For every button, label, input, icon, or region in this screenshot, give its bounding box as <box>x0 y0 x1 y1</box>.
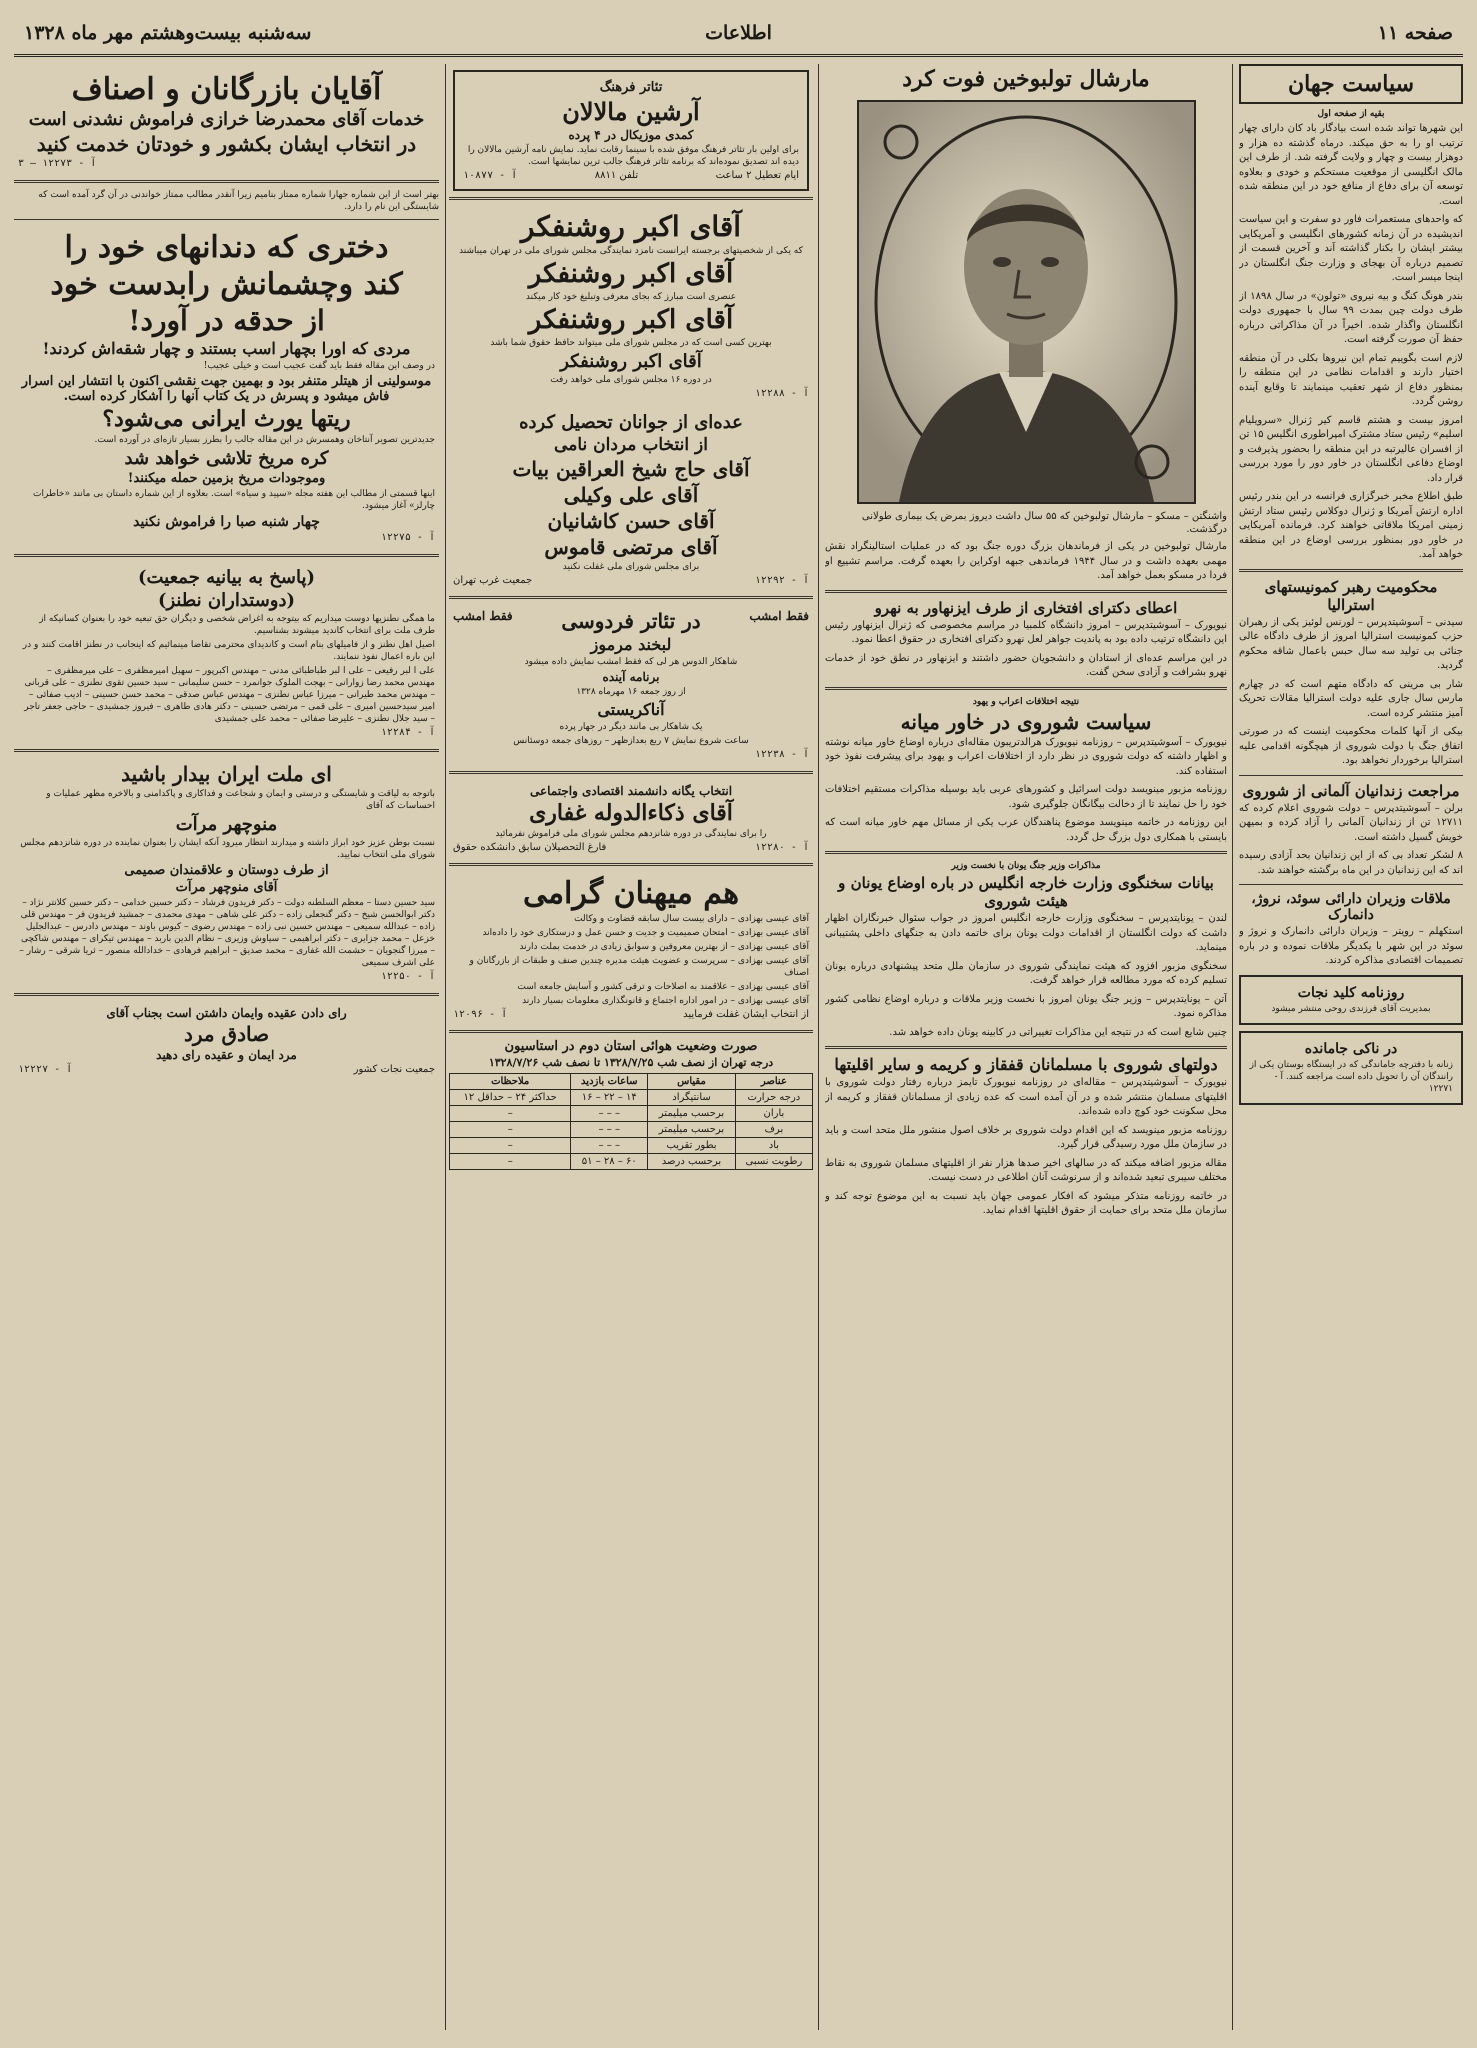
ad-text: شاهکار الدوس هر لی که فقط امشب نمایش داده میشود <box>524 657 738 667</box>
ad-code: آ - ۱۲۲۸۰ <box>754 842 809 853</box>
divider <box>825 687 1227 690</box>
table-header: ساعات بازدید <box>571 1074 648 1090</box>
ad-intro: عده‌ای از جوانان تحصیل کرده <box>519 412 743 433</box>
column-world-politics <box>1239 64 1463 2030</box>
kicker: نتیجه اختلافات اعراب و یهود <box>972 696 1080 707</box>
divider <box>449 197 813 200</box>
ad-program: برنامه آینده <box>602 670 660 684</box>
headline-nehru: اعطای دکترای افتخاری از طرف ایزنهاور به نهرو <box>874 598 1178 617</box>
table-cell: – – – <box>571 1106 648 1122</box>
article-paragraph: مقاله مزبور اضافه میکند که در سالهای اخیر صدها هزار نفر از اقلیتهای مسلمان شوروی به نقاط مختلف سیبری تبعید شده‌اند و از سرنوشت آنان اطلاعی در دست نیست. <box>825 1157 1227 1183</box>
headline-greece: بیانات سخنگوی وزارت خارجه انگلیس در باره اوضاع یونان و هیئت شوروی <box>838 874 1214 910</box>
ad-header-row <box>453 609 809 633</box>
ad-intro: انتخاب یگانه دانشمند اقتصادی واجتماعی <box>529 784 733 798</box>
ad-from: از طرف دوستان و علاقمندان صمیمی <box>124 863 329 878</box>
ad-fromname: آقای منوچهر مرآت <box>175 880 278 895</box>
ad-title: از حدقه در آورد! <box>128 304 325 337</box>
article-paragraph: در خاتمه روزنامه متذکر میشود که افکار عمومی جهان باید نسبت به این موضوع توجه کند و سازمان ملل متحد برای حمایت از حقوق اقلیتها اقدام نماید. <box>825 1190 1227 1216</box>
ad-text: مرد ایمان و عقیده رای دهید <box>156 1048 297 1062</box>
column-rule <box>818 64 819 2030</box>
column-ads-left <box>14 64 439 2030</box>
ad-code: آ - ۱۲۰۹۶ <box>453 1009 508 1020</box>
table-row <box>450 1138 813 1154</box>
ad-magazine <box>14 226 439 548</box>
article-paragraph: امروز بیست و هشتم قاسم کیر ژنرال «سرویلیام اسلیم» رئیس ستاد مشترک امپراطوری انگلیس ۱۵ تن از افسران عالیرتبه در این منطقه را بحضور پذیرفت و اوضاع دفاعی انگلستان در خاور دور را مورد بررسی قرار داد. <box>1239 414 1463 484</box>
ad-sign: جمعیت نجات کشور <box>353 1064 435 1075</box>
table-cell: سانتیگراد <box>648 1090 736 1106</box>
ad-phone: تلفن ۸۸۱۱ <box>594 170 639 181</box>
column-rule <box>445 64 446 2030</box>
divider <box>14 219 439 220</box>
divider <box>825 590 1227 593</box>
signatories: علی ا لبر رفیعی – علی ا لبر طباطبائی مدنی – مهندس اکبرپور – سهیل امیرمظفری – علی میرمظفری – مهندس محمد رضا زوارانی – بهجت الملوک جوانمرد – حسن سلیمانی – سید حسین تقوی نطنزی – علی قربانی – مهندس محمد طیرانی – میرزا عباس نطنزی – مهندس عباس صدقی – محمد حسن حسینی – ادیب صفائی – امیر سیدحسین امیری – علی قمی – مرتضی حسینی – دکتر هادی طاهری – فیروز جمشیدی – حاجی جعفر تاجر – سید جلال نطنزی – علیرضا صفائی – محمد علی جمشیدی <box>24 666 435 724</box>
table-cell: – <box>450 1154 571 1170</box>
ad-code: آ - ۱۲۲۸۴ <box>380 727 435 738</box>
ad-footer <box>453 842 809 853</box>
kicker: مذاکرات وزیر جنگ یونان با نخست وزیر <box>951 861 1101 871</box>
headline-australia: محکومیت رهبر کمونیستهای استرالیا <box>1264 577 1438 614</box>
ad-behzadi <box>449 872 813 1024</box>
ad-code: آ - ۱۰۸۷۷ <box>463 170 518 181</box>
ad-text: برای اولین بار تئاتر فرهنگ موفق شده با سینما رقابت نماید. نمایش نامه آرشین مالالان را دیده اند تصدیق نموده‌اند که برنامه تئاتر فرهنگ جالب ترین نمایشها است. <box>467 145 799 167</box>
table-cell: – <box>450 1138 571 1154</box>
ad-tag: فقط امشب <box>749 609 809 623</box>
article-paragraph: ۸ لشکر تعداد بی که از این زندانیان بحد آزادی رسیده اند که این زندانیان در این ماه برگشته خواهند شد. <box>1239 850 1463 876</box>
headline-minorities: دولتهای شوروی با مسلمانان قفقاز و کریمه و سایر اقلیتها <box>834 1055 1218 1074</box>
ad-ghaffari <box>449 780 813 857</box>
ad-time: ایام تعطیل ۲ ساعت <box>715 170 799 181</box>
ad-sign: جمعیت غرب تهران <box>453 575 533 586</box>
ad-genre: کمدی موزیکال در ۴ پرده <box>568 128 694 142</box>
candidate-name: صادق مرد <box>183 1022 270 1046</box>
ad-footer <box>453 1009 809 1020</box>
ad-line: آقای عیسی بهزادی – از بهترین معروفین و سوابق زیادی در خدمت بملت دارند <box>519 942 809 952</box>
ad-text: ما همگی نطنزیها دوست میداریم که بیتوجه به اغراض شخصی و دیگران حق تبعیه خود را بعنوان کسانیکه از طرف ملت برای انتخاب کاندید میشوند بشناسیم. <box>39 614 435 636</box>
notice-box <box>1239 1031 1463 1105</box>
divider <box>14 993 439 996</box>
divider <box>825 851 1227 854</box>
article-paragraph: این روزنامه در خاتمه مینویسد موضوع پناهندگان عرب یکی از مسائل مهم خاور میانه است که بایستی با همکاری دول بزرگ حل گردد. <box>825 817 1227 843</box>
ad-line: آقای عیسی بهزادی – علاقمند به اصلاحات و ترقی کشور و آسایش جامعه است <box>517 982 809 992</box>
ad-title: هم میهنان گرامی <box>522 876 740 911</box>
table-cell: بطور تقریب <box>648 1138 736 1154</box>
weather-title: صورت وضعیت هوائی استان دوم در استاسیون <box>504 1039 758 1054</box>
ad-text: اینها قسمتی از مطالب این هفته مجله «سپید و سیاه» است. بعلاوه از این شماره داستان بی مانند «خاطرات چارلز» آغاز میشود. <box>33 489 435 511</box>
signatories: سید حسین دستا – معظم السلطنه دولت – دکتر فریدون فرشاد – دکتر حسین خدامی – دکتر حسین کلانتر نژاد – دکتر ابوالحسن شیخ – دکتر گنجعلی زاده – دکتر علی شاهی – مهدی محمدی – جمشید فریدون فر – مهندس قلی زاده – عبدالله سمیعی – مهندس حسین نبی زاده – مهندس رضوی – کیوس باوند – مهندس دادرس – عبدالجلیل خزعل – محمد جزایری – دکتر ابراهیمی – سیاوش وزیری – نظام الدین باربد – مهندس تیکرای – مهندس شاکچی – میرزا گنجویان – حشمت الله غفاری – محمد صدیق – ابراهیم فرهادی – خدادالله منصور – ثریا شرقی – رشار – علی اشرف سمیعی <box>19 898 435 968</box>
ad-line: آقای عیسی بهزادی – سرپرست و عضویت هیئت مدیره چندین صنف و طبقات از بازرگانان و اصناف <box>469 956 809 978</box>
newspaper-name: اطلاعات <box>705 22 772 44</box>
ad-text: جدیدترین تصویر آنتاخان وهمسرش در این مقاله جالب را بطرز بسیار تازه‌ای در آورده است. <box>94 435 435 445</box>
weather-table <box>449 1073 813 1170</box>
weather-subtitle: درجه تهران از نصف شب ۱۳۲۸/۷/۲۵ تا نصف شب ۱۳۲۸/۷/۲۶ <box>488 1056 774 1069</box>
table-row <box>450 1106 813 1122</box>
ad-tag: فقط امشب <box>453 609 513 623</box>
ad-theater-ferdowsi <box>449 605 813 765</box>
table-cell: – – – <box>571 1138 648 1154</box>
table-header: ملاحظات <box>450 1074 571 1090</box>
ad-title: آقای اکبر روشنفکر <box>528 259 734 289</box>
ad-date: از روز جمعه ۱۶ مهرماه ۱۳۲۸ <box>576 687 686 697</box>
candidate-name: منوچهر مرآت <box>175 814 278 835</box>
table-cell: درجه حرارت <box>735 1090 812 1106</box>
divider <box>449 771 813 774</box>
ad-text: بهترین کسی است که در مجلس شورای ملی میتواند حافظ حقوق شما باشد <box>490 338 772 348</box>
table-cell: برحسب میلیمتر <box>648 1122 736 1138</box>
ad-code: آ - ۱۲۲۸۸ <box>754 388 809 399</box>
table-header-row <box>450 1074 813 1090</box>
ad-line: آقای عیسی بهزادی – دارای بیست سال سابقه قضاوت و وکالت <box>574 914 809 924</box>
table-header: مقیاس <box>648 1074 736 1090</box>
ad-title: آقای اکبر روشنفکر <box>528 305 734 335</box>
table-cell: برحسب میلیمتر <box>648 1106 736 1122</box>
candidate-name: آقای حسن کاشانیان <box>547 509 715 533</box>
headline-tolbukhin: مارشال تولبوخین فوت کرد <box>902 66 1150 92</box>
article-paragraph: این شهرها تواند شده است بیادگار باد کان دارای چهار ترتیب او را به حق میکند. درماه گذشته ده هزار و دوهزار بیست و چهار و ولایت گرفته شد. از طرف این مالک انگلیسی از موقعیت مستحکم و خودی و بعلاوه توسعه آن برای دفاع از منافع خود در این منطقه شده است. <box>1239 123 1463 207</box>
article-paragraph: سیدنی – آسوشیتدپرس – لورنس لوئیز یکی از رهبران حزب کمونیست استرالیا امروز از طرف دادگاه عالی جنائی بی تولید سه سال حبس باعمال شاقه محکوم گردید. <box>1239 616 1463 671</box>
divider <box>449 1030 813 1033</box>
divider <box>1239 775 1463 776</box>
play-title: لبخند مرموز <box>590 635 672 654</box>
article-paragraph: مارشال تولبوخین در یکی از فرماندهان بزرگ دوره جنگ بود که در عملیات استالینگراد نقش مهمی بعهده داشت و در سال ۱۹۴۴ فرماندهی جبهه اوکراین را بعهده گرفت. مراسم تشییع او فردا در مسکو بعمل خواهد آمد. <box>825 541 1227 581</box>
ad-subtitle: (دوستداران نطنز) <box>157 590 296 611</box>
table-header: عناصر <box>735 1074 812 1090</box>
ad-text: از انتخاب ایشان غفلت فرمایید <box>683 1009 809 1020</box>
divider <box>449 863 813 866</box>
ad-text: یک شاهکار بی مانند دیگر در جهار پرده <box>559 722 703 732</box>
headline-german-prisoners: مراجعت زندانیان آلمانی از شوروی <box>1242 781 1460 800</box>
notice-title: روزنامه کلید نجات <box>1297 984 1405 1001</box>
ad-subheadline: مردی که اورا بچهار اسب بستند و چهار شقه‌اش کردند! <box>42 339 411 358</box>
notice-text: بمدیریت آقای فرزندی روحی منتشر میشود <box>1271 1003 1431 1014</box>
article-paragraph: شار بی مرینی که دادگاه متهم است که در چهارم مارس سال جاری علیه دولت استرالیا مقالات تحریک آمیز منتشر کرده است. <box>1239 678 1463 719</box>
issue-date: سه‌شنبه بیست‌وهشتم مهر ماه ۱۳۲۸ <box>24 22 312 44</box>
headline-middle-east: سیاست شوروی در خاور میانه <box>900 709 1152 734</box>
ad-code: آ - ۱۲۲۲۷ <box>18 1064 73 1075</box>
portrait-image <box>859 102 1194 502</box>
continued-note: بقیه از صفحه اول <box>1317 109 1385 119</box>
article-paragraph: روزنامه مزبور مینویسد دولت اسرائیل و کشورهای عربی باید بوسیله مذاکرات مستقیم اختلافات خود را حل نمایند تا از دخالت بیگانگان جلوگیری شود. <box>825 784 1227 810</box>
divider <box>1239 884 1463 885</box>
ad-code: آ - ۱۲۲۵۰ <box>380 971 435 982</box>
table-cell: برحسب درصد <box>648 1154 736 1170</box>
article-paragraph: چنین شایع است که در نتیجه این مذاکرات تغییراتی در کابینه یونان داده خواهد شد. <box>889 1026 1227 1038</box>
table-cell: ۶۰ – ۲۸ – ۵۱ <box>571 1154 648 1170</box>
ad-text: که یکی از شخصیتهای برجسته ایرانست نامزد نمایندگی مجلس شورای ملی در تهران میباشند <box>459 246 803 256</box>
ad-text: در دوره ۱۶ مجلس شورای ملی خواهد رفت <box>550 375 712 385</box>
ad-title: آرشین مالالان <box>562 97 700 126</box>
table-cell: ۱۴ – ۲۲ – ۱۶ <box>571 1090 648 1106</box>
candidate-name: آقای ذکاءالدوله غفاری <box>529 800 733 826</box>
ad-code: آ - ۱۲۲۳۸ <box>754 749 809 760</box>
ad-footer <box>18 1064 435 1075</box>
ad-subheadline: کره مریخ تلاشی خواهد شد <box>124 448 329 469</box>
play-title: آناکریستی <box>597 700 665 719</box>
article-paragraph: در این مراسم عده‌ای از استادان و دانشجویان حضور داشتند و ایزنهاور در نطق خود از خدمات نهرو بشرافت و آزادی سخن گفت. <box>825 652 1227 678</box>
divider <box>14 554 439 557</box>
ad-merchants <box>14 68 439 174</box>
ad-title: ای ملت ایران بیدار باشید <box>121 762 332 786</box>
article-paragraph: لازم است بگوییم تمام این نیروها بکلی در آن منطقه اختیار دارند و اقدامات نظامی در این منطقه را بمنظور دفاع از شهر تعقیب مینمایند تا وقایع آینده روشن گردد. <box>1239 352 1463 407</box>
ad-text: را برای نمایندگی در دوره شانزدهم مجلس شورای ملی فراموش نفرمائید <box>495 829 767 839</box>
ad-title: (پاسخ به بیانیه جمعیت) <box>137 567 316 588</box>
ad-footer <box>453 575 809 586</box>
photo-caption: واشنگتن – مسکو – مارشال تولبوخین که ۵۵ سال داشت دیروز بمرض یک بیماری طولانی درگذشت. <box>861 511 1227 535</box>
ad-text: عنصری است مبارز که بجای معرفی وتبلیغ خود کار میکند <box>525 292 737 302</box>
headline-nordic-ministers: ملاقات وزیران دارائی سوئد، نروژ، دانمارک <box>1251 891 1451 923</box>
table-cell: – <box>450 1122 571 1138</box>
table-cell: – – – <box>571 1122 648 1138</box>
article-paragraph: طبق اطلاع مخبر خبرگزاری فرانسه در این بندر رئیس اداره ارتش آمریکا و ژنرال دوکلاس رئیس ستاد ارتش زمینی امریکا ملاقاتی خواهند کرد. فرمانده آمریکایی در خاور دور بمنظور بررسی اوضاع در این منطقه خواهد آمد. <box>1239 491 1463 560</box>
article-paragraph: نیویورک – آسوشیتدپرس – امروز دانشگاه کلمبیا در مراسم مخصوصی که ژنرال ایزنهاور رئیس این دانشگاه ترتیب داده بود به پاندیت جواهر لعل نهرو دکترای افتخاری در حقوق اعطا نمود. <box>825 619 1227 645</box>
ad-merat <box>14 758 439 987</box>
article-paragraph: سخنگوی مزبور افزود که هیئت نمایندگی شوروی در سازمان ملل متحد پیشنهادی درباره یونان تسلیم کرده که مورد مطالعه قرار خواهد گرفت. <box>825 960 1227 986</box>
article-paragraph: برلن – آسوشیتدپرس – دولت شوروی اعلام کرده که ۱۲۷۱۱ تن از زندانیان آلمانی را آزاد کرده و بمیهن خویش گسیل داشته است. <box>1239 802 1463 843</box>
ad-intro: رای دادن عقیده وایمان داشتن است بجناب آقای <box>106 1006 347 1020</box>
ad-code: آ - ۱۲۲۹۲ <box>754 575 809 586</box>
notice-text: بهتر است از این شماره جهارا شماره ممتاز بنامیم زیرا آنقدر مطالب ممتاز خواندنی در آن گرد آمده است که شایستگی این نام را دارد. <box>38 190 439 212</box>
ad-title: در تئاتر فردوسی <box>561 609 701 633</box>
ad-line: آقای عیسی بهزادی – امتحان صمیمیت و جدیت و حسن عمل و درستکاری خود را داده‌اند <box>482 928 809 938</box>
ad-code: آ - ۱۲۲۷۵ <box>380 532 435 543</box>
article-paragraph: بیکی از آنها کلمات محکومیت اینست که در صورتی اتفاق جنگ با دولت شوروی از هیچگونه اقدامی علیه استرالیا برخوردار نخواهد بود. <box>1239 726 1463 766</box>
table-cell: باد <box>735 1138 812 1154</box>
divider <box>825 1046 1227 1049</box>
ad-text: وموجودات مریخ بزمین حمله میکنند! <box>127 471 326 486</box>
divider <box>14 749 439 752</box>
table-cell: برف <box>735 1122 812 1138</box>
weather-report <box>449 1039 813 1170</box>
divider <box>1239 569 1463 572</box>
ad-sign: فارغ التحصیلان سابق دانشکده حقوق <box>453 842 607 853</box>
ad-time: ساعت شروع نمایش ۷ ربع بعدازظهر – روزهای جمعه دوسئانس <box>513 736 749 746</box>
ad-natanz <box>14 563 439 743</box>
section-header-world-politics <box>1239 64 1463 104</box>
article-paragraph: روزنامه مزبور مینویسد که این اقدام دولت شوروی بر خلاف اصول منشور ملل متحد است و باید در سازمان ملل مورد رسیدگی قرار گیرد. <box>825 1124 1227 1150</box>
table-cell: حداکثر ۲۴ – حداقل ۱۲ <box>450 1090 571 1106</box>
ad-title: آقایان بازرگانان و اصناف <box>71 72 382 107</box>
ad-text: نسبت بوطن عزیز خود ابراز داشته و میدارند انتظار میرود آنکه ایشان را بعنوان نماینده در دوره شانزدهم مجلس شورای ملی انتخاب نمایید. <box>20 838 435 860</box>
notice-box <box>1239 975 1463 1025</box>
article-paragraph: نیویورک – آسوشیتدپرس – مقاله‌ای در روزنامه نیویورک تایمز درباره رفتار دولت شوروی با اقلیتهای مسلمان منتشر شده و در آن آمده است که عده زیادی از مسلمانان قفقاز و کریمه از محل سکونت خود کوچ داده شده‌اند. <box>825 1077 1227 1117</box>
ad-candidates <box>449 408 813 590</box>
divider <box>14 180 439 183</box>
candidate-name: آقای علی وکیلی <box>563 483 699 507</box>
article-paragraph: بندر هونگ کنگ و بیه نیروی «تولون» در سال ۱۸۹۸ از طرف دولت چین بمدت ۹۹ سال با جمهوری دولت انگلستان واگذار شده. اخیراً در آن مذاکراتی درباره حفظ آن صورت گرفته است. <box>1239 290 1463 345</box>
ad-theater-farhang <box>453 70 809 191</box>
table-row <box>450 1122 813 1138</box>
table-row <box>450 1154 813 1170</box>
ad-subheadline: موسولینی از هیتلر متنفر بود و بهمین جهت نقشی اکنون با انتشار این اسرار فاش میشود و پسرش در یک کتاب آنها را آشکار کرده است. <box>21 374 432 404</box>
ad-line: آقای عیسی بهزادی – در امور اداره اجتماع و قانونگذاری معلومات بسیار دارند <box>522 996 809 1006</box>
ad-subheadline: ریتها یورث ایرانی می‌شود؟ <box>102 406 351 432</box>
ad-text: باتوجه به لیاقت و شایستگی و درستی و ایمان و شجاعت و فداکاری و پاکدامنی و بالاخره مظهر عملیات و احساسات که آقای <box>46 789 435 811</box>
ad-title: دختری که دندانهای خود را <box>64 230 389 265</box>
page-number: صفحه ۱۱ <box>1377 22 1453 44</box>
section-title: سیاست جهان <box>1287 71 1415 97</box>
ad-venue: تئاتر فرهنگ <box>599 80 663 95</box>
ad-code: آ - ۱۲۲۷۳ – ۳ <box>18 158 97 169</box>
article-paragraph: لندن – یونایتدپرس – سخنگوی وزارت خارجه انگلیس امروز در جواب سئوال خبرنگاران اظهار داشت که دولت انگلستان از اقدامات دولت یونان برای خاتمه دادن به جنگهای داخلی پشتیبانی مینماید. <box>825 913 1227 953</box>
article-paragraph: استکهلم – رویتر – وزیران دارائی دانمارک و نروژ و سوئد در این شهر با یکدیگر ملاقات نموده و در باره تصمیمات اقتصادی مذاکره کردند. <box>1239 926 1463 966</box>
ad-text: در وصف این مقاله فقط باید گفت عجیب است و خیلی عجیب! <box>203 361 435 371</box>
candidate-name: آقای مرتضی قاموس <box>544 535 718 559</box>
ad-title: کند وچشمانش رابدست خود <box>50 267 403 302</box>
column-news <box>825 64 1227 2030</box>
ad-title: آقای اکبر روشنفکر <box>520 210 742 243</box>
ad-roshanfekr <box>449 206 813 404</box>
article-paragraph: که واحدهای مستعمرات فاور دو سفرت و این سیاست اندیشیده در آن زمانه کشورهای انگلیسی و آمریکایی بیشتر ایشان را بکنار گذاشته آند و آخرین قسمت از تصمیم درباره آن بهجای و وزارت جنگ انگلستان در اینجا میسر است. <box>1239 214 1463 283</box>
divider <box>449 596 813 599</box>
ad-sub: از انتخاب مردان نامی <box>554 435 708 455</box>
candidate-name: آقای حاج شیخ العراقین بیات <box>512 457 750 481</box>
masthead <box>14 14 1463 57</box>
table-cell: رطوبت نسبی <box>735 1154 812 1170</box>
article-paragraph: نیویورک – آسوشیتدپرس – روزنامه نیویورک هرالدتریبون مقاله‌ای درباره اوضاع خاور میانه نوشته و اظهار داشته که دولت شوروی در نظر دارد از اختلافات اعراب و یهود برای پیشرفت نفوذ خود استفاده کند. <box>825 736 1227 777</box>
table-cell: – <box>450 1106 571 1122</box>
notice-title: در ناکی جامانده <box>1304 1040 1398 1057</box>
ad-sadegh <box>14 1002 439 1079</box>
newspaper-page <box>14 14 1463 2034</box>
table-cell: باران <box>735 1106 812 1122</box>
ad-text: اصیل اهل نطنز و از فامیلهای بنام است و کاندیدای محترمی تقاضا مینمائیم که اینجانب در نطنز اقامت کنند و در این باره اعمال نفوذ ننمایند. <box>22 640 435 662</box>
portrait-photo <box>857 100 1196 504</box>
ad-footer <box>463 170 799 181</box>
ad-text: خدمات آقای محمدرضا خرازی فراموش نشدنی است <box>28 109 425 130</box>
ad-text: در انتخاب ایشان بکشور و خودتان خدمت کنید <box>36 132 417 156</box>
column-ads-middle <box>449 64 813 2030</box>
ad-title: آقای اکبر روشنفکر <box>560 351 702 372</box>
article-paragraph: آتن – یونایتدپرس – وزیر جنگ یونان امروز با نخست وزیر ملاقات و درباره اوضاع نظامی کشور مذاکره نمود. <box>825 993 1227 1019</box>
table-row <box>450 1090 813 1106</box>
ad-text: چهار شنبه صبا را فراموش نکنید <box>133 514 320 530</box>
column-rule <box>1232 64 1233 2030</box>
notice-text: زنانه با دفترچه جاماندگی که در ایستگاه بوستان یکی از رانندگان آن را تحویل داده است مراجعه کنند. آ - ۱۲۲۷۱ <box>1249 1059 1453 1094</box>
ad-text: برای مجلس شورای ملی غفلت نکنید <box>562 562 700 572</box>
